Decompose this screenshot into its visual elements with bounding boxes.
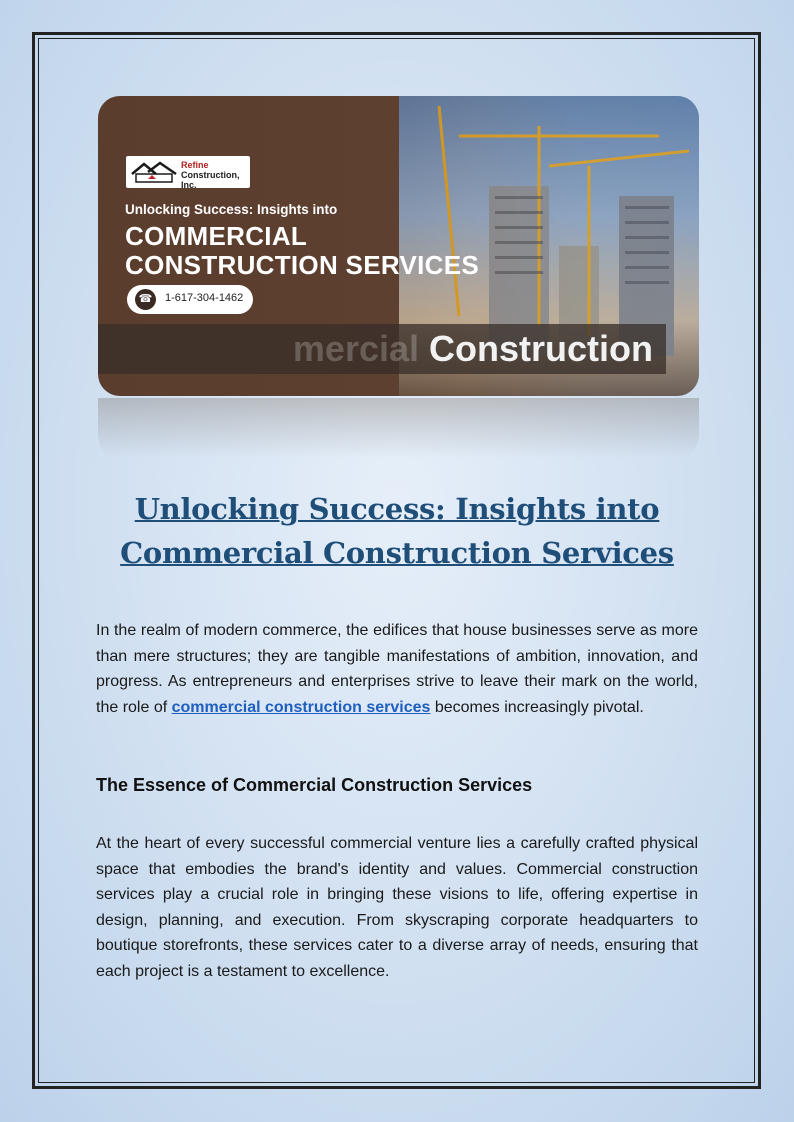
intro-paragraph: In the realm of modern commerce, the edifices that house businesses serve as more than mere structures; they are tangible manifestations of ambition, innovation, and progress. As entrepreneurs and enterprises strive to leave their mark on the world, the role of commercial construction services becomes increasingly pivotal. bbox=[96, 622, 698, 716]
house-logo-icon bbox=[130, 160, 178, 184]
hero-banner bbox=[98, 96, 699, 396]
commercial-construction-link[interactable]: commercial construction services bbox=[171, 698, 431, 716]
logo-subname: Construction, Inc. bbox=[181, 170, 240, 190]
phone-number: 1-617-304-1462 bbox=[165, 292, 244, 304]
logo-name: Refine bbox=[181, 160, 209, 170]
phone-badge[interactable] bbox=[127, 285, 253, 314]
section-heading: The Essence of Commercial Construction Services bbox=[96, 775, 533, 795]
banner-caption: mercial Construction bbox=[292, 328, 653, 369]
banner-subtitle: Unlocking Success: Insights into bbox=[125, 202, 338, 217]
company-logo bbox=[126, 156, 250, 188]
article-title: Unlocking Success: Insights into Commercial Construction Services bbox=[120, 492, 674, 570]
banner-reflection bbox=[98, 398, 699, 458]
banner-title: COMMERCIAL CONSTRUCTION SERVICES bbox=[125, 221, 479, 280]
section-paragraph: At the heart of every successful commercial venture lies a carefully crafted physical space that embodies the brand's identity and values. Commercial construction services play a crucial role in bringing these visions to life, offering expertise in design, planning, and execution. From skyscraping corporate headquarters to boutique storefronts, these services cater to a diverse array of needs, ensuring that each project is a testament to excellence. bbox=[96, 835, 698, 980]
phone-icon: ☎ bbox=[135, 289, 156, 310]
